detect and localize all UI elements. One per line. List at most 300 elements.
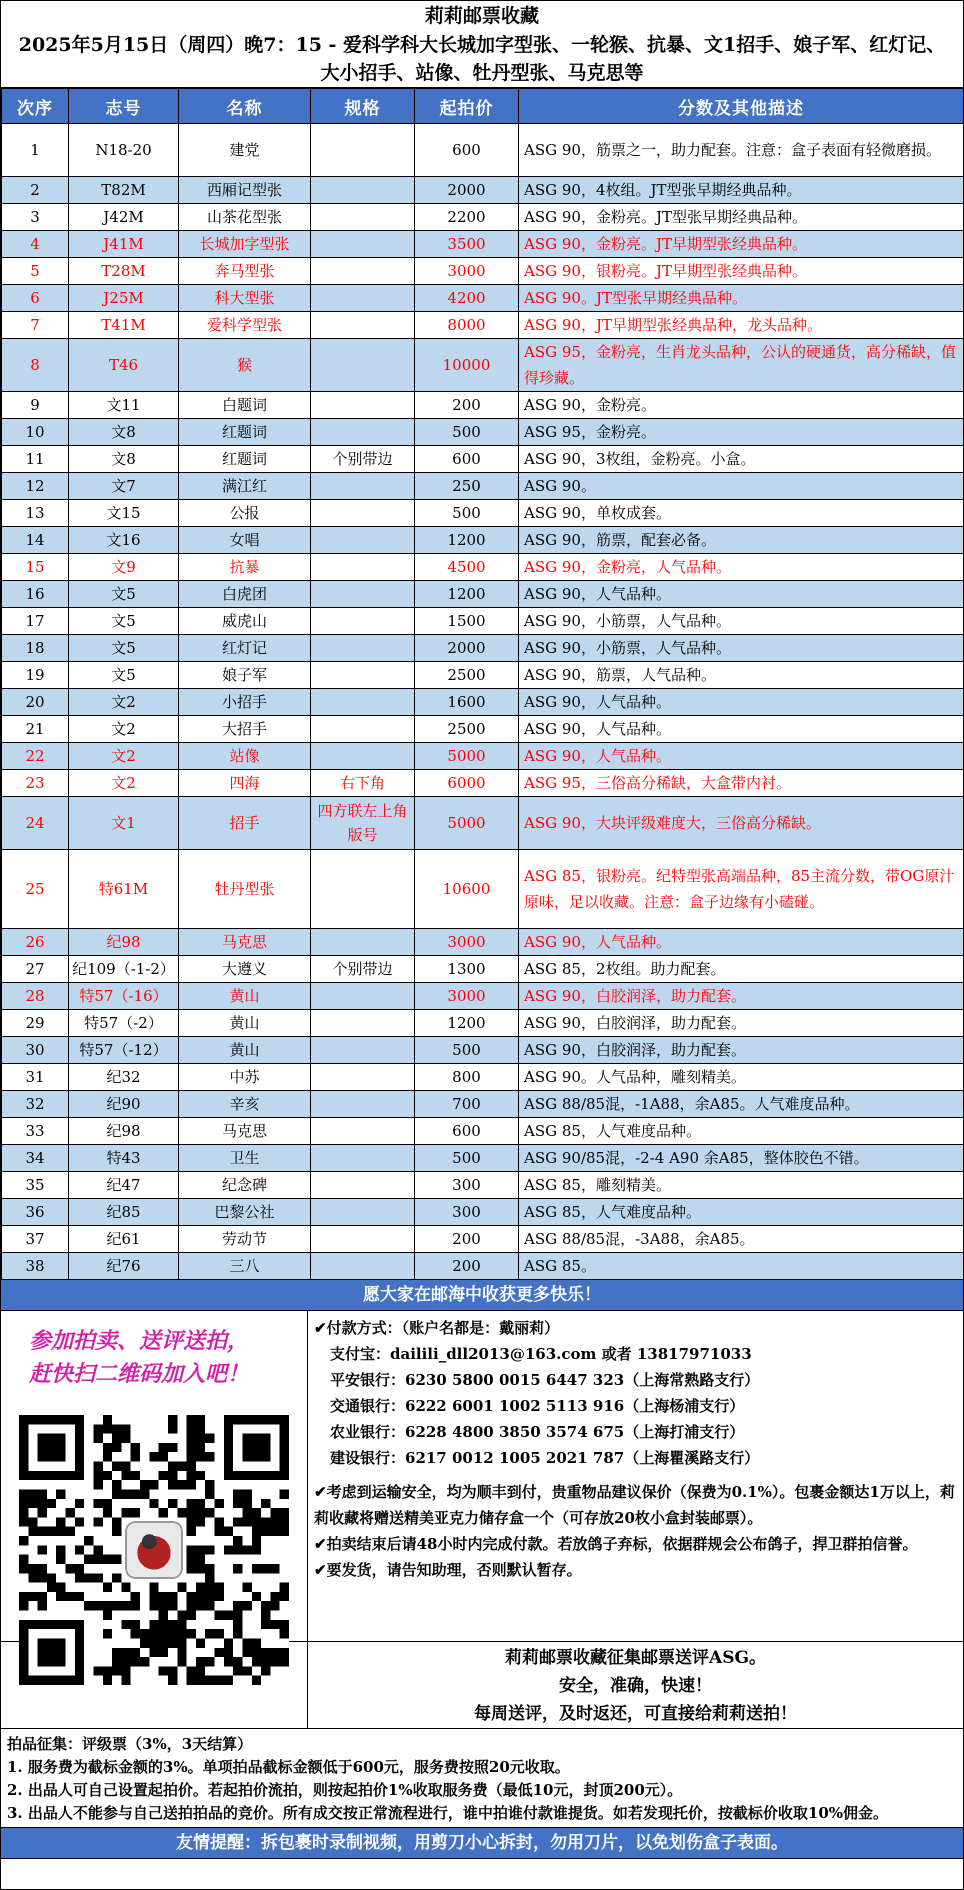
lot-start-price: 6000 xyxy=(415,770,519,797)
lot-code: 特61M xyxy=(69,850,179,929)
lot-start-price: 1200 xyxy=(415,1010,519,1037)
lot-spec xyxy=(311,500,415,527)
lot-spec xyxy=(311,1037,415,1064)
lot-code: T28M xyxy=(69,258,179,285)
lot-name: 白题词 xyxy=(179,392,311,419)
lot-description: ASG 90，金粉亮。JT型张早期经典品种。 xyxy=(519,204,964,231)
lot-name: 长城加字型张 xyxy=(179,231,311,258)
lot-order: 37 xyxy=(2,1226,69,1253)
lot-name: 满江红 xyxy=(179,473,311,500)
lot-order: 5 xyxy=(2,258,69,285)
lot-code: 文8 xyxy=(69,419,179,446)
lot-spec xyxy=(311,204,415,231)
lot-order: 28 xyxy=(2,983,69,1010)
lot-name: 红题词 xyxy=(179,419,311,446)
lot-order: 4 xyxy=(2,231,69,258)
lot-code: N18-20 xyxy=(69,124,179,177)
lot-start-price: 2000 xyxy=(415,635,519,662)
lot-name: 红题词 xyxy=(179,446,311,473)
col-header-order: 次序 xyxy=(2,89,69,124)
lot-start-price: 800 xyxy=(415,1064,519,1091)
table-row xyxy=(2,956,964,983)
lot-order: 7 xyxy=(2,312,69,339)
lot-name: 卫生 xyxy=(179,1145,311,1172)
lot-name: 黄山 xyxy=(179,983,311,1010)
lot-description: ASG 90，小筋票，人气品种。 xyxy=(519,608,964,635)
table-row xyxy=(2,1010,964,1037)
lot-name: 小招手 xyxy=(179,689,311,716)
lot-start-price: 1500 xyxy=(415,608,519,635)
lot-order: 38 xyxy=(2,1253,69,1280)
lot-description: ASG 95，三俗高分稀缺，大盒带内衬。 xyxy=(519,770,964,797)
lot-description: ASG 90，人气品种。 xyxy=(519,716,964,743)
lot-spec xyxy=(311,929,415,956)
lot-spec xyxy=(311,554,415,581)
lot-start-price: 600 xyxy=(415,1118,519,1145)
lot-start-price: 4500 xyxy=(415,554,519,581)
lot-description: ASG 90，白胶润泽，助力配套。 xyxy=(519,1010,964,1037)
table-row xyxy=(2,797,964,850)
lot-description: ASG 90，人气品种。 xyxy=(519,929,964,956)
payment-line: 建设银行：6217 0012 1005 2021 787（上海瞿溪路支行） xyxy=(330,1449,760,1467)
payment-methods xyxy=(308,1311,963,1471)
lot-order: 31 xyxy=(2,1064,69,1091)
lot-start-price: 3000 xyxy=(415,929,519,956)
lot-code: 特57（-2） xyxy=(69,1010,179,1037)
lot-code: 文7 xyxy=(69,473,179,500)
lot-description: ASG 85，雕刻精美。 xyxy=(519,1172,964,1199)
col-header-name: 名称 xyxy=(179,89,311,124)
lot-order: 32 xyxy=(2,1091,69,1118)
lot-spec: 个别带边 xyxy=(311,446,415,473)
lot-code: 文5 xyxy=(69,662,179,689)
lot-order: 12 xyxy=(2,473,69,500)
lot-code: T46 xyxy=(69,339,179,392)
payment-panel xyxy=(308,1311,963,1641)
table-row xyxy=(2,204,964,231)
lot-code: 文11 xyxy=(69,392,179,419)
lot-code: 特57（-12） xyxy=(69,1037,179,1064)
lot-spec xyxy=(311,1172,415,1199)
lot-start-price: 5000 xyxy=(415,797,519,850)
lot-description: ASG 90，人气品种。 xyxy=(519,581,964,608)
lot-code: 文2 xyxy=(69,716,179,743)
qr-panel xyxy=(1,1311,308,1641)
payment-title: ✔付款方式：（账户名都是：戴丽莉） xyxy=(314,1319,560,1337)
lot-spec xyxy=(311,662,415,689)
promo-text xyxy=(1,1311,307,1391)
lot-start-price: 500 xyxy=(415,419,519,446)
lot-start-price: 500 xyxy=(415,500,519,527)
table-row xyxy=(2,1118,964,1145)
table-row xyxy=(2,392,964,419)
lot-order: 30 xyxy=(2,1037,69,1064)
lot-code: T82M xyxy=(69,177,179,204)
lot-spec xyxy=(311,1145,415,1172)
lot-start-price: 250 xyxy=(415,473,519,500)
lot-name: 马克思 xyxy=(179,929,311,956)
rule-item: 2. 出品人可自己设置起拍价。若起拍价流拍，则按起拍价1%收取服务费（最低10元，封顶200元）。 xyxy=(7,1781,683,1799)
col-header-code: 志号 xyxy=(69,89,179,124)
lot-description: ASG 90，银粉亮。JT早期型张经典品种。 xyxy=(519,258,964,285)
table-row xyxy=(2,1253,964,1280)
payment-line: 交通银行：6222 6001 1002 5113 916（上海杨浦支行） xyxy=(330,1397,745,1415)
lot-order: 10 xyxy=(2,419,69,446)
lot-order: 17 xyxy=(2,608,69,635)
lot-order: 34 xyxy=(2,1145,69,1172)
lot-order: 29 xyxy=(2,1010,69,1037)
payment-line: 农业银行：6228 4800 3850 3574 675（上海打浦支行） xyxy=(330,1423,745,1441)
collect-box xyxy=(308,1642,963,1730)
lot-name: 抗暴 xyxy=(179,554,311,581)
lot-description: ASG 90。 xyxy=(519,473,964,500)
payment-line: 平安银行：6230 5800 0015 6447 323（上海常熟路支行） xyxy=(330,1371,760,1389)
lot-name: 奔马型张 xyxy=(179,258,311,285)
lot-name: 大遵义 xyxy=(179,956,311,983)
table-row xyxy=(2,446,964,473)
lot-order: 23 xyxy=(2,770,69,797)
lot-spec xyxy=(311,177,415,204)
table-row xyxy=(2,850,964,929)
note-delivery: ✔要发货，请告知助理，否则默认暂存。 xyxy=(314,1561,582,1579)
lot-code: 纪98 xyxy=(69,1118,179,1145)
lot-spec xyxy=(311,285,415,312)
lot-name: 劳动节 xyxy=(179,1226,311,1253)
lot-start-price: 2000 xyxy=(415,177,519,204)
lot-order: 1 xyxy=(2,124,69,177)
note-payment-deadline: ✔拍卖结束后请48小时内完成付款。若放鸽子弃标，依据群规会公布鸽子，捍卫群拍信誉。 xyxy=(314,1535,918,1553)
lot-order: 19 xyxy=(2,662,69,689)
shipping-notes xyxy=(308,1471,963,1583)
lot-order: 27 xyxy=(2,956,69,983)
lot-name: 三八 xyxy=(179,1253,311,1280)
lot-code: T41M xyxy=(69,312,179,339)
lot-description: ASG 90，单枚成套。 xyxy=(519,500,964,527)
lot-spec xyxy=(311,1118,415,1145)
lot-spec: 个别带边 xyxy=(311,956,415,983)
lots-body xyxy=(2,124,964,1280)
lot-description: ASG 90，白胶润泽，助力配套。 xyxy=(519,983,964,1010)
table-row xyxy=(2,1226,964,1253)
lot-name: 威虎山 xyxy=(179,608,311,635)
lot-description: ASG 88/85混，-3A88，余A85。 xyxy=(519,1226,964,1253)
table-row xyxy=(2,608,964,635)
lot-description: ASG 95，金粉亮，生肖龙头品种，公认的硬通货，高分稀缺，值得珍藏。 xyxy=(519,339,964,392)
lot-spec xyxy=(311,581,415,608)
lot-order: 18 xyxy=(2,635,69,662)
lot-spec xyxy=(311,1010,415,1037)
lot-order: 35 xyxy=(2,1172,69,1199)
lot-code: 文5 xyxy=(69,635,179,662)
lot-spec xyxy=(311,1199,415,1226)
lot-name: 山茶花型张 xyxy=(179,204,311,231)
col-header-desc: 分数及其他描述 xyxy=(519,89,964,124)
table-row xyxy=(2,1091,964,1118)
lot-spec xyxy=(311,231,415,258)
lot-spec xyxy=(311,743,415,770)
table-row xyxy=(2,527,964,554)
lot-description: ASG 90，JT早期型张经典品种，龙头品种。 xyxy=(519,312,964,339)
lot-name: 黄山 xyxy=(179,1010,311,1037)
rule-item: 1. 服务费为截标金额的3%。单项拍品截标金额低于600元，服务费按照20元收取。 xyxy=(7,1758,570,1776)
lot-order: 8 xyxy=(2,339,69,392)
promo-line-2: 赶快扫二维码加入吧！ xyxy=(29,1361,250,1387)
table-row xyxy=(2,743,964,770)
lot-spec xyxy=(311,473,415,500)
lot-spec xyxy=(311,716,415,743)
lot-spec xyxy=(311,124,415,177)
lot-code: 纪76 xyxy=(69,1253,179,1280)
lot-code: 文5 xyxy=(69,581,179,608)
table-row xyxy=(2,312,964,339)
lot-code: 文9 xyxy=(69,554,179,581)
lot-description: ASG 90，筋票之一，助力配套。注意：盒子表面有轻微磨损。 xyxy=(519,124,964,177)
lot-order: 36 xyxy=(2,1199,69,1226)
lot-name: 纪念碑 xyxy=(179,1172,311,1199)
lot-order: 14 xyxy=(2,527,69,554)
payment-line: 支付宝：dailili_dll2013@163.com 或者 13817971033 xyxy=(330,1345,752,1363)
lot-name: 牡丹型张 xyxy=(179,850,311,929)
lot-description: ASG 85，人气难度品种。 xyxy=(519,1199,964,1226)
lot-code: 纪85 xyxy=(69,1199,179,1226)
page-subtitle: 2025年5月15日（周四）晚7：15 - 爱科学科大长城加字型张、一轮猴、抗暴、文1招手、娘子军、红灯记、大小招手、站像、牡丹型张、马克思等 xyxy=(18,34,946,84)
table-row xyxy=(2,983,964,1010)
lot-code: 纪109（-1-2） xyxy=(69,956,179,983)
lot-order: 6 xyxy=(2,285,69,312)
lot-name: 建党 xyxy=(179,124,311,177)
lot-code: 文16 xyxy=(69,527,179,554)
lot-start-price: 3000 xyxy=(415,258,519,285)
lot-code: J41M xyxy=(69,231,179,258)
lot-description: ASG 88/85混，-1A88，余A85。人气难度品种。 xyxy=(519,1091,964,1118)
lot-order: 25 xyxy=(2,850,69,929)
lot-start-price: 600 xyxy=(415,124,519,177)
lot-start-price: 3000 xyxy=(415,983,519,1010)
lot-description: ASG 90，小筋票，人气品种。 xyxy=(519,635,964,662)
header xyxy=(1,1,963,88)
rules-title: 拍品征集：评级票（3%，3天结算） xyxy=(7,1735,253,1753)
table-row xyxy=(2,1199,964,1226)
lot-name: 大招手 xyxy=(179,716,311,743)
table-row xyxy=(2,124,964,177)
lot-description: ASG 90，筋票，配套必备。 xyxy=(519,527,964,554)
table-row xyxy=(2,1064,964,1091)
table-row xyxy=(2,662,964,689)
lot-start-price: 1200 xyxy=(415,527,519,554)
lot-name: 猴 xyxy=(179,339,311,392)
lot-name: 巴黎公社 xyxy=(179,1199,311,1226)
lot-order: 2 xyxy=(2,177,69,204)
lot-description: ASG 85，银粉亮。纪特型张高端品种，85主流分数，带OG原汁原味，足以收藏。注意：盒子边缘有小磕碰。 xyxy=(519,850,964,929)
lot-start-price: 3500 xyxy=(415,231,519,258)
lot-description: ASG 90，4枚组。JT型张早期经典品种。 xyxy=(519,177,964,204)
col-header-price: 起拍价 xyxy=(415,89,519,124)
table-header-row xyxy=(2,89,964,124)
lot-spec xyxy=(311,527,415,554)
lot-order: 13 xyxy=(2,500,69,527)
lot-start-price: 200 xyxy=(415,1253,519,1280)
lot-name: 站像 xyxy=(179,743,311,770)
lot-start-price: 2500 xyxy=(415,716,519,743)
table-row xyxy=(2,1145,964,1172)
lot-name: 辛亥 xyxy=(179,1091,311,1118)
lot-name: 四海 xyxy=(179,770,311,797)
lot-description: ASG 90，人气品种。 xyxy=(519,689,964,716)
table-row xyxy=(2,689,964,716)
lot-code: 纪98 xyxy=(69,929,179,956)
lot-code: 特57（-16） xyxy=(69,983,179,1010)
lot-start-price: 2500 xyxy=(415,662,519,689)
lot-name: 中苏 xyxy=(179,1064,311,1091)
lot-spec xyxy=(311,1253,415,1280)
lot-code: 文5 xyxy=(69,608,179,635)
lot-order: 22 xyxy=(2,743,69,770)
lot-name: 白虎团 xyxy=(179,581,311,608)
lot-spec xyxy=(311,1064,415,1091)
lot-spec xyxy=(311,1091,415,1118)
note-shipping: ✔考虑到运输安全，均为顺丰到付，贵重物品建议保价（保费为0.1%）。包裹金额达1万以上，莉莉收藏将赠送精美亚克力储存盒一个（可存放20枚小盒封装邮票）。 xyxy=(314,1483,955,1527)
lot-name: 招手 xyxy=(179,797,311,850)
lot-code: 文1 xyxy=(69,797,179,850)
table-row xyxy=(2,285,964,312)
lot-description: ASG 85，人气难度品种。 xyxy=(519,1118,964,1145)
table-row xyxy=(2,258,964,285)
lot-name: 马克思 xyxy=(179,1118,311,1145)
lot-order: 11 xyxy=(2,446,69,473)
lot-code: 文2 xyxy=(69,743,179,770)
collect-row xyxy=(1,1642,963,1729)
lot-start-price: 8000 xyxy=(415,312,519,339)
table-row xyxy=(2,929,964,956)
lot-start-price: 600 xyxy=(415,446,519,473)
lot-start-price: 5000 xyxy=(415,743,519,770)
lot-description: ASG 95，金粉亮。 xyxy=(519,419,964,446)
table-row xyxy=(2,177,964,204)
lot-spec xyxy=(311,1226,415,1253)
lot-order: 26 xyxy=(2,929,69,956)
lot-name: 西厢记型张 xyxy=(179,177,311,204)
lot-order: 9 xyxy=(2,392,69,419)
table-row xyxy=(2,635,964,662)
lot-order: 20 xyxy=(2,689,69,716)
lot-order: 16 xyxy=(2,581,69,608)
lot-order: 15 xyxy=(2,554,69,581)
lot-start-price: 1300 xyxy=(415,956,519,983)
lot-name: 爱科学型张 xyxy=(179,312,311,339)
lot-description: ASG 90，人气品种。 xyxy=(519,743,964,770)
lots-table xyxy=(1,88,964,1280)
lot-description: ASG 90，金粉亮。 xyxy=(519,392,964,419)
table-row xyxy=(2,716,964,743)
wish-banner: 愿大家在邮海中收获更多快乐！ xyxy=(1,1280,963,1311)
collect-line-3: 每周送评，及时返还，可直接给莉莉送拍！ xyxy=(474,1704,797,1724)
lot-start-price: 10600 xyxy=(415,850,519,929)
lot-start-price: 300 xyxy=(415,1199,519,1226)
table-row xyxy=(2,554,964,581)
lot-start-price: 200 xyxy=(415,392,519,419)
lot-spec xyxy=(311,689,415,716)
reminder-banner: 友情提醒：拆包裹时录制视频，用剪刀小心拆封，勿用刀片，以免划伤盒子表面。 xyxy=(1,1827,963,1859)
lot-code: J25M xyxy=(69,285,179,312)
table-row xyxy=(2,770,964,797)
lot-description: ASG 90，3枚组，金粉亮。小盒。 xyxy=(519,446,964,473)
page-title: 莉莉邮票收藏 xyxy=(424,5,539,27)
lot-description: ASG 85。 xyxy=(519,1253,964,1280)
lot-spec xyxy=(311,850,415,929)
table-row xyxy=(2,231,964,258)
lot-start-price: 700 xyxy=(415,1091,519,1118)
lot-code: 纪90 xyxy=(69,1091,179,1118)
lot-code: 特43 xyxy=(69,1145,179,1172)
table-row xyxy=(2,339,964,392)
table-row xyxy=(2,500,964,527)
lot-spec xyxy=(311,983,415,1010)
lot-code: 文8 xyxy=(69,446,179,473)
lot-description: ASG 90，白胶润泽，助力配套。 xyxy=(519,1037,964,1064)
lot-spec xyxy=(311,419,415,446)
lot-code: 文15 xyxy=(69,500,179,527)
lot-start-price: 500 xyxy=(415,1145,519,1172)
lot-description: ASG 90，筋票，人气品种。 xyxy=(519,662,964,689)
rule-item: 3. 出品人不能参与自己送拍拍品的竞价。所有成交按正常流程进行，谁中拍谁付款谁提货。如若发现托价，按截标价收取10%佣金。 xyxy=(7,1804,889,1822)
lot-start-price: 1600 xyxy=(415,689,519,716)
lot-name: 公报 xyxy=(179,500,311,527)
lot-start-price: 10000 xyxy=(415,339,519,392)
table-row xyxy=(2,581,964,608)
lot-spec xyxy=(311,635,415,662)
lot-spec xyxy=(311,312,415,339)
lot-spec: 右下角 xyxy=(311,770,415,797)
lot-name: 娘子军 xyxy=(179,662,311,689)
lot-description: ASG 90。人气品种，雕刻精美。 xyxy=(519,1064,964,1091)
promo-line-1: 参加拍卖、送评送拍， xyxy=(29,1328,250,1354)
lot-start-price: 500 xyxy=(415,1037,519,1064)
lot-spec xyxy=(311,339,415,392)
table-row xyxy=(2,1037,964,1064)
collect-line-1: 莉莉邮票收藏征集邮票送评ASG。 xyxy=(505,1648,766,1668)
lot-name: 黄山 xyxy=(179,1037,311,1064)
consign-rules xyxy=(1,1729,963,1827)
lot-order: 33 xyxy=(2,1118,69,1145)
lot-name: 红灯记 xyxy=(179,635,311,662)
lot-code: 文2 xyxy=(69,770,179,797)
lot-code: 纪47 xyxy=(69,1172,179,1199)
lot-spec: 四方联左上角版号 xyxy=(311,797,415,850)
lot-start-price: 300 xyxy=(415,1172,519,1199)
lot-start-price: 2200 xyxy=(415,204,519,231)
info-section xyxy=(1,1311,963,1642)
table-row xyxy=(2,473,964,500)
lot-code: 纪61 xyxy=(69,1226,179,1253)
lot-spec xyxy=(311,392,415,419)
lot-start-price: 1200 xyxy=(415,581,519,608)
qr-panel-bottom xyxy=(1,1642,308,1728)
lot-code: J42M xyxy=(69,204,179,231)
lot-code: 文2 xyxy=(69,689,179,716)
lot-description: ASG 90/85混，-2-4 A90 余A85，整体胶色不错。 xyxy=(519,1145,964,1172)
table-row xyxy=(2,419,964,446)
lot-code: 纪32 xyxy=(69,1064,179,1091)
lot-start-price: 200 xyxy=(415,1226,519,1253)
lot-order: 21 xyxy=(2,716,69,743)
lot-order: 3 xyxy=(2,204,69,231)
lot-name: 女唱 xyxy=(179,527,311,554)
lot-description: ASG 90，大块评级难度大，三俗高分稀缺。 xyxy=(519,797,964,850)
lot-name: 科大型张 xyxy=(179,285,311,312)
collect-line-2: 安全，准确，快速！ xyxy=(559,1676,712,1696)
lot-description: ASG 85，2枚组。助力配套。 xyxy=(519,956,964,983)
lot-order: 24 xyxy=(2,797,69,850)
